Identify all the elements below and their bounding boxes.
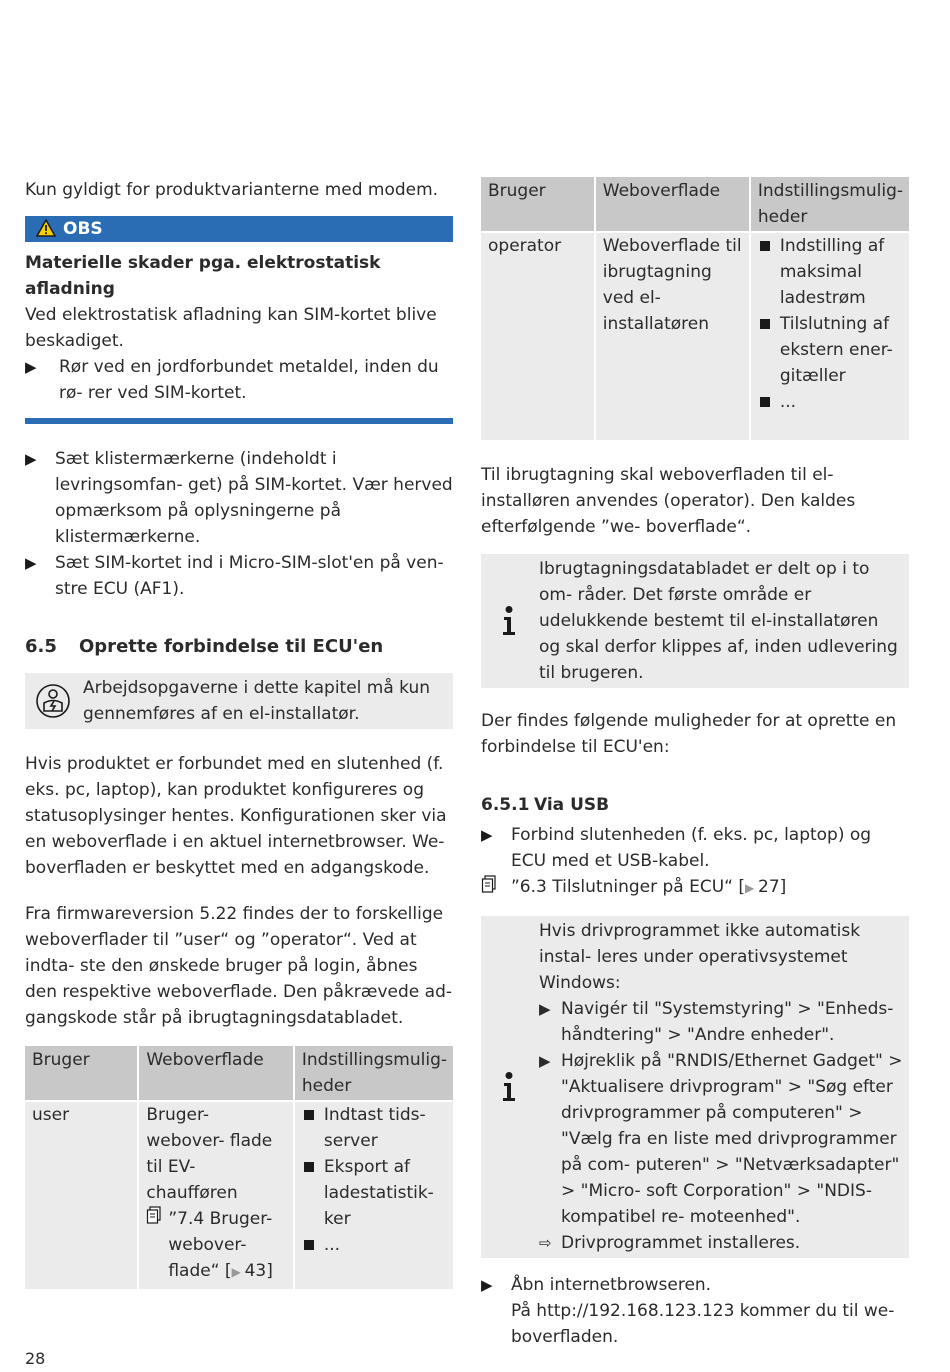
page-number: 28 — [25, 1349, 46, 1368]
document-ref-icon — [481, 875, 497, 901]
bullet-square-icon — [760, 397, 770, 407]
electrician-note-text: Arbejdsopgaverne i dette kapitel må kun gennemføres af en el-installatør. — [83, 678, 431, 724]
web-text: Bruger-webover- flade til EV- chaufføren — [146, 1105, 273, 1203]
driver-info-note — [481, 916, 909, 1258]
result-arrow-icon: ⇨ — [539, 1234, 552, 1252]
table-cell: user — [25, 1101, 138, 1289]
option-item — [302, 1232, 447, 1258]
obs-body: Ved elektrostatisk afladning kan SIM-kortet blive beskadiget. — [25, 305, 437, 351]
electrician-note — [25, 673, 453, 729]
option-text: Eksport af ladestatistik- ker — [323, 1157, 434, 1229]
section-heading — [25, 634, 453, 660]
table-header: Weboverflade — [138, 1046, 294, 1101]
page-arrow-icon: ▶ — [745, 881, 759, 895]
obs-footer-rule — [25, 418, 453, 424]
arrow-icon: ▶ — [25, 554, 37, 572]
electrician-icon — [25, 673, 81, 729]
step-item — [25, 446, 453, 550]
operator-table — [481, 177, 909, 440]
section-title: Oprette forbindelse til ECU'en — [79, 636, 384, 657]
bullet-square-icon — [304, 1240, 314, 1250]
paragraph: Der findes følgende muligheder for at oprette en forbindelse til ECU'en: — [481, 711, 897, 757]
info-note — [481, 554, 909, 688]
sim-steps — [25, 446, 453, 602]
ref-text: ”7.4 Bruger- webover- flade“ [ — [168, 1209, 273, 1281]
option-item — [758, 389, 903, 415]
option-text: Indtast tids- server — [323, 1105, 426, 1151]
option-item — [758, 233, 903, 311]
obs-label: OBS — [63, 219, 103, 239]
url-line: På http://192.168.123.123 kommer du til we- boverfladen. — [511, 1301, 895, 1347]
driver-step — [539, 996, 903, 1048]
final-step — [481, 1272, 909, 1350]
obs-step-text: Rør ved en jordforbundet metaldel, inden du rø- rer ved SIM-kortet. — [59, 357, 439, 403]
bullet-square-icon — [304, 1162, 314, 1172]
paragraph: Fra firmwareversion 5.22 findes der to forskellige weboverflader til ”user“ og ”operator“. Ved at indta- ste den ønskede bruger på login, åbnes den respektive weboverflade. Den påkrævede ad- gangskode står på ibrugtagningsdatabladet. — [25, 904, 452, 1028]
driver-step — [539, 1048, 903, 1230]
info-icon — [481, 916, 537, 1258]
bullet-square-icon — [760, 319, 770, 329]
intro-text: Kun gyldigt for produktvarianterne med modem. — [25, 180, 439, 200]
info-note-text: Ibrugtagningsdatabladet er delt op i to om- råder. Det første område er udelukkende bestemt til el-installatøren og skal derfor klippes af, inden udlevering til brugeren. — [539, 559, 898, 683]
table-row — [25, 1101, 453, 1289]
step-text: Åbn internetbrowseren. — [511, 1275, 712, 1295]
table-row — [481, 232, 909, 440]
obs-header — [25, 216, 453, 242]
right-column — [481, 177, 909, 1350]
arrow-icon: ▶ — [481, 826, 493, 844]
usb-step — [481, 822, 909, 874]
option-text: ... — [779, 392, 797, 412]
step-text: Højreklik på "RNDIS/Ethernet Gadget" > "Aktualisere drivprogram" > "Søg efter drivprogrammer på computeren" > "Vælg fra en liste med drivprogrammer på com- puteren" > "Netværksadapter" > "Micro- soft Corporation" > "NDIS-kompatibel re- moteenhed". — [561, 1051, 903, 1227]
arrow-icon: ▶ — [539, 1052, 551, 1070]
arrow-icon: ▶ — [25, 358, 37, 376]
subsection-heading — [481, 792, 909, 818]
ref-page: 43] — [244, 1261, 273, 1281]
step-text: Sæt SIM-kortet ind i Micro-SIM-slot'en på ven- stre ECU (AF1). — [55, 553, 444, 599]
table-header: Weboverflade — [595, 177, 750, 232]
table-cell: operator — [481, 232, 595, 440]
arrow-icon: ▶ — [481, 1276, 493, 1294]
info-icon — [481, 554, 537, 688]
paragraph: Hvis produktet er forbundet med en slutenhed (f. eks. pc, laptop), kan produktet konfigureres og statusoplysinger hentes. Konfigurationen sker via en weboverflade i en aktuel internetbrowser. We- boverfladen er beskyttet med en adgangskode. — [25, 754, 447, 878]
subsection-number: 6.5.1 — [481, 795, 530, 815]
driver-result — [539, 1230, 903, 1256]
ref-page: 27] — [758, 877, 787, 897]
table-cell: Weboverflade til ibrugtagning ved el-installatøren — [595, 232, 750, 440]
table-header-row — [25, 1046, 453, 1101]
driver-intro: Hvis drivprogrammet ikke automatisk instal- leres under operativsystemet Windows: — [539, 921, 861, 993]
obs-step — [25, 354, 453, 406]
warning-icon — [35, 216, 57, 242]
result-text: Drivprogrammet installeres. — [561, 1233, 801, 1253]
cross-reference[interactable] — [481, 874, 909, 901]
user-table — [25, 1046, 453, 1289]
table-cell — [750, 232, 909, 440]
option-item — [758, 311, 903, 389]
table-cell — [294, 1101, 453, 1289]
option-text: ... — [323, 1235, 341, 1255]
step-text: Forbind slutenheden (f. eks. pc, laptop) og ECU med et USB-kabel. — [511, 825, 872, 871]
bullet-square-icon — [760, 241, 770, 251]
table-cell — [138, 1101, 294, 1289]
table-header: Indstillingsmulig- heder — [294, 1046, 453, 1101]
step-item — [25, 550, 453, 602]
table-header: Indstillingsmulig- heder — [750, 177, 909, 232]
step-text: Sæt klistermærkerne (indeholdt i levringsomfan- get) på SIM-kortet. Vær herved opmærksom på oplysningerne på klistermærkerne. — [55, 449, 453, 547]
arrow-icon: ▶ — [539, 1000, 551, 1018]
option-text: Tilslutning af ekstern ener- gitæller — [779, 314, 893, 386]
option-item — [302, 1102, 447, 1154]
cross-reference[interactable] — [146, 1206, 287, 1285]
table-header: Bruger — [25, 1046, 138, 1101]
ref-text: ”6.3 Tilslutninger på ECU“ [ — [511, 877, 745, 897]
section-number: 6.5 — [25, 636, 57, 657]
arrow-icon: ▶ — [25, 450, 37, 468]
left-column — [25, 177, 453, 1289]
option-text: Indstilling af maksimal ladestrøm — [779, 236, 885, 308]
table-header-row — [481, 177, 909, 232]
obs-title: Materielle skader pga. elektrostatisk afladning — [25, 253, 381, 299]
step-text: Navigér til "Systemstyring" > "Enheds- håndtering" > "Andre enheder". — [561, 999, 894, 1045]
bullet-square-icon — [304, 1110, 314, 1120]
paragraph: Til ibrugtagning skal weboverfladen til el-installøren anvendes (operator). Den kaldes efterfølgende ”we- boverflade“. — [481, 465, 856, 537]
page-arrow-icon: ▶ — [231, 1265, 245, 1279]
driver-info-content — [481, 916, 909, 1258]
subsection-title: Via USB — [534, 795, 610, 815]
document-ref-icon — [146, 1206, 162, 1232]
table-header: Bruger — [481, 177, 595, 232]
option-item — [302, 1154, 447, 1232]
